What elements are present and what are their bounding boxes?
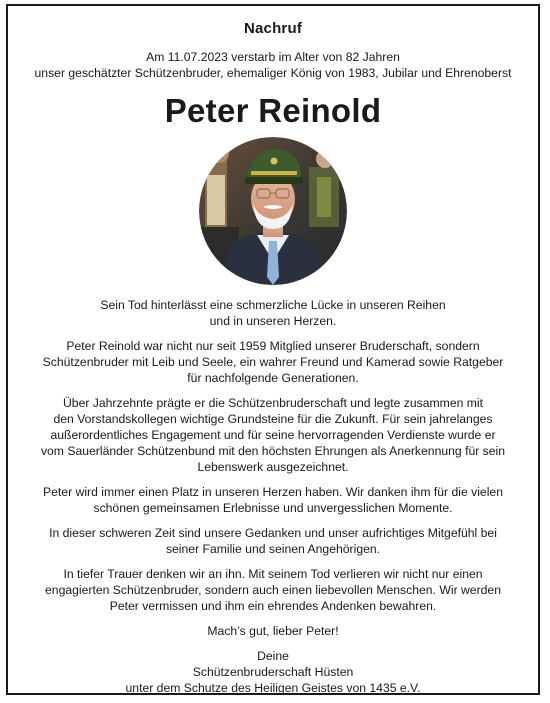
signoff-organization: Schützenbruderschaft Hüsten	[192, 665, 354, 679]
paragraph-line: den Vorstandskollegen wichtige Grundsteine für die Zukunft. Für sein jahrelanges	[53, 412, 493, 426]
obituary-notice	[8, 6, 538, 696]
notice-heading: Nachruf	[243, 20, 303, 37]
paragraph-line: für nachfolgende Generationen.	[187, 371, 359, 385]
intro-line: Am 11.07.2023 verstarb im Alter von 82 Jahren	[146, 50, 400, 64]
intro-text	[8, 49, 538, 81]
intro-line: unser geschätzter Schützenbruder, ehemaliger König von 1983, Jubilar und Ehrenoberst	[34, 66, 512, 80]
paragraph-6	[8, 566, 538, 614]
paragraph-4	[8, 484, 538, 516]
paragraph-7	[8, 623, 538, 639]
paragraph-line: vom Sauerländer Schützenbund mit den höchsten Ehrungen als Anerkennung für sein	[40, 444, 506, 458]
portrait-image	[199, 137, 347, 285]
paragraph-5	[8, 525, 538, 557]
paragraph-line: Über Jahrzehnte prägte er die Schützenbruderschaft und legte zusammen mit	[62, 396, 484, 410]
paragraph-line: Peter Reinold war nicht nur seit 1959 Mitglied unserer Bruderschaft, sondern	[66, 339, 480, 353]
paragraph-line: Lebenswerk ausgezeichnet.	[197, 460, 349, 474]
obituary-body	[8, 297, 538, 639]
paragraph-line: In tiefer Trauer denken wir an ihn. Mit seinem Tod verlieren wir nicht nur einen	[63, 567, 483, 581]
paragraph-line: und in unseren Herzen.	[209, 314, 337, 328]
paragraph-line: In dieser schweren Zeit sind unsere Gedanken und unser aufrichtiges Mitgefühl bei	[49, 526, 497, 540]
paragraph-2	[8, 338, 538, 386]
paragraph-line: Sein Tod hinterlässt eine schmerzliche Lücke in unseren Reihen	[100, 298, 446, 312]
paragraph-line: Mach’s gut, lieber Peter!	[207, 624, 339, 638]
deceased-name: Peter Reinold	[164, 92, 382, 129]
paragraph-line: Peter vermissen und ihm ein ehrendes Andenken bewahren.	[109, 599, 437, 613]
paragraph-1	[8, 297, 538, 329]
paragraph-line: schönen gemeinsamen Erlebnisse und unvergesslichen Momente.	[93, 501, 453, 515]
portrait-photo	[199, 137, 347, 285]
signoff-line: unter dem Schutze des Heiligen Geistes von 1435 e.V.	[125, 681, 421, 695]
signoff	[8, 648, 538, 696]
paragraph-line: Peter wird immer einen Platz in unseren Herzen haben. Wir danken ihm für die vielen	[43, 485, 503, 499]
paragraph-3	[8, 395, 538, 475]
paragraph-line: engagierten Schützenbruder, sondern auch einen liebevollen Menschen. Wir werden	[45, 583, 501, 597]
paragraph-line: Schützenbruder mit Leib und Seele, ein wahrer Freund und Kamerad sowie Ratgeber	[42, 355, 504, 369]
paragraph-line: seiner Familie und seinen Angehörigen.	[165, 542, 381, 556]
paragraph-line: außerordentliches Engagement und für seine hervorragenden Verdienste wurde er	[50, 428, 496, 442]
signoff-line: Deine	[257, 649, 289, 663]
